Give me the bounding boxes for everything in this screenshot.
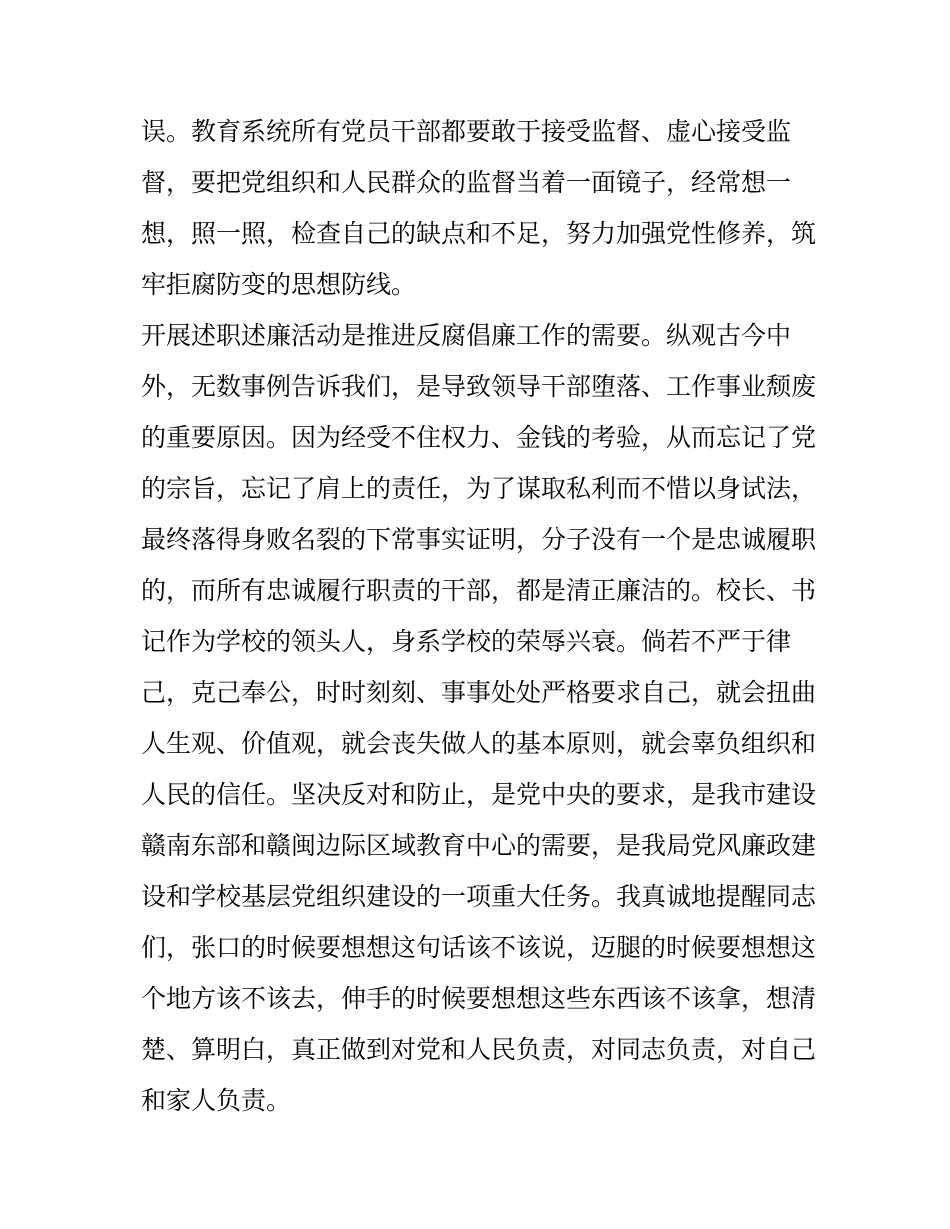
text-line: 记作为学校的领头人，身系学校的荣辱兴衰。倘若不严于律: [141, 627, 792, 656]
text-line: 个地方该不该去，伸手的时候要想想这些东西该不该拿，想清: [141, 984, 817, 1013]
text-line: 人民的信任。坚决反对和防止，是党中央的要求，是我市建设: [141, 780, 817, 809]
text-line: 赣南东部和赣闽边际区域教育中心的需要，是我局党风廉政建: [141, 831, 817, 860]
text-line: 牢拒腐防变的思想防线。: [141, 270, 417, 299]
text-line: 最终落得身败名裂的下常事实证明，分子没有一个是忠诚履职: [141, 525, 817, 554]
text-line: 人生观、价值观，就会丧失做人的基本原则，就会辜负组织和: [141, 729, 817, 758]
text-line: 们，张口的时候要想想这句话该不该说，迈腿的时候要想想这: [141, 933, 817, 962]
text-line: 楚、算明白，真正做到对党和人民负责，对同志负责，对自己: [141, 1035, 817, 1064]
text-line: 误。教育系统所有党员干部都要敢于接受监督、虚心接受监: [141, 117, 792, 146]
text-line: 想，照一照，检查自己的缺点和不足，努力加强党性修养，筑: [141, 219, 817, 248]
text-line: 开展述职述廉活动是推进反腐倡廉工作的需要。纵观古今中: [141, 321, 792, 350]
text-line: 的，而所有忠诚履行职责的干部，都是清正廉洁的。校长、书: [141, 576, 817, 605]
text-line: 设和学校基层党组织建设的一项重大任务。我真诚地提醒同志: [141, 882, 817, 911]
text-line: 督，要把党组织和人民群众的监督当着一面镜子，经常想一: [141, 168, 792, 197]
text-line: 外，无数事例告诉我们，是导致领导干部堕落、工作事业颓废: [141, 372, 817, 401]
text-line: 的宗旨，忘记了肩上的责任，为了谋取私利而不惜以身试法，: [141, 474, 817, 503]
text-line: 和家人负责。: [141, 1086, 292, 1115]
paragraph-continuation: [141, 106, 821, 310]
text-line: 己，克己奉公，时时刻刻、事事处处严格要求自己，就会扭曲: [141, 678, 817, 707]
paragraph-duty-report: [141, 310, 821, 1126]
text-line: 的重要原因。因为经受不住权力、金钱的考验，从而忘记了党: [141, 423, 817, 452]
